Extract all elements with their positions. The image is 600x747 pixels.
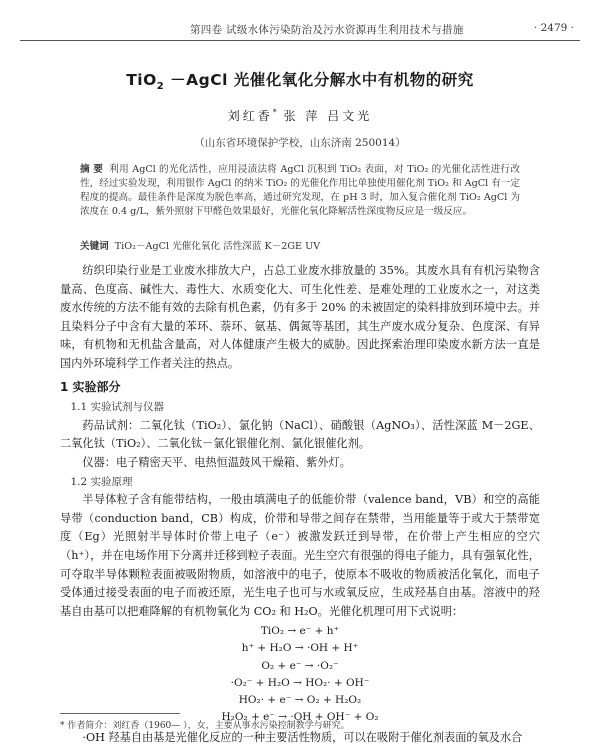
equation-1: TiO₂ → e⁻ + h⁺	[60, 623, 540, 640]
author-others: 张 萍 吕文光	[284, 109, 373, 123]
running-header	[20, 22, 580, 38]
equation-3: O₂ + e⁻ → ·O₂⁻	[60, 658, 540, 675]
section-heading: 1 实验部分	[60, 378, 540, 397]
page-number: · 2479 ·	[534, 22, 574, 34]
body-text	[60, 262, 540, 747]
equation-2: h⁺ + H₂O → ·OH + H⁺	[60, 640, 540, 657]
keywords	[80, 240, 520, 254]
keywords-label: 关键词	[80, 241, 109, 252]
footnote: * 作者简介：刘红香（1960— ），女，主要从事水污染控制教学与研究。	[60, 718, 540, 731]
header-rule	[20, 40, 580, 41]
equation-5: HO₂· + e⁻ → O₂ + H₂O₂	[60, 692, 540, 709]
abstract	[80, 163, 520, 219]
title-subscript: 2	[157, 81, 164, 92]
closing-paragraph: ·OH 羟基自由基是光催化反应的一种主要活性物质，可以在吸附于催化剂表面的氧及水合	[60, 729, 540, 747]
author-first: 刘红香	[228, 109, 273, 123]
paper-title	[0, 68, 600, 92]
title-prefix: TiO	[126, 71, 157, 89]
equation-6: H₂O₂ + e⁻ → ·OH + OH⁻ + O₂	[60, 709, 540, 726]
reagents-paragraph: 药品试剂：二氧化钛（TiO₂）、氯化钠（NaCl）、硝酸银（AgNO₃）、活性深蓝 M－2GE、二氧化钛（TiO₂）、二氧化钛－氯化银催化剂、氯化银催化剂。	[60, 417, 540, 454]
footnote-rule	[60, 713, 180, 714]
equation-block	[60, 623, 540, 726]
subsection-heading-principle: 1.2 实验原理	[60, 473, 540, 492]
equation-4: ·O₂⁻ + H₂O → HO₂· + OH⁻	[60, 675, 540, 692]
author-mark: *	[273, 108, 277, 117]
abstract-label: 摘 要	[80, 164, 103, 175]
keywords-text: TiO₂－AgCl 光催化氧化 活性深蓝 K－2GE UV	[115, 241, 320, 252]
intro-paragraph: 纺织印染行业是工业废水排放大户，占总工业废水排放量的 35%。其废水具有有机污染物含量高、色度高、碱性大、毒性大、水质变化大、可生化性差、是难处理的工业废水之一，对这类废水传统的方法不能有效的去除有机色素，仍有多于 20% 的未被固定的染料排放到环境中去。并且染料分子中含有大量的苯环、萘环、氨基、偶氮等基团，其生产废水成分复杂、色度深、有异味，有机物和无机盐含量高，对人体健康产生极大的威胁。因此探索治理印染废水新方法一直是国内外环境科学工作者关注的热点。	[60, 262, 540, 374]
principle-paragraph: 半导体粒子含有能带结构，一般由填满电子的低能价带（valence band，VB）和空的高能导带（conduction band，CB）构成，价带和导带之间存在禁带，当用能量等于或大于禁带宽度（Eg）光照射半导体时价带上电子（e⁻）被激发跃迁到导带，在价带上产生相应的空穴（h⁺），并在电场作用下分离并迁移到粒子表面。光生空穴有很强的得电子能力，具有强氧化性，可夺取半导体颗粒表面被吸附物质，如溶液中的电子，使原本不吸收的物质被活化氧化，而电子受体通过接受表面的电子而被还原，光生电子也可与水或氧反应，生成羟基自由基。溶液中的羟基自由基可以把难降解的有机物氧化为 CO₂ 和 H₂O。光催化机理可用下式说明：	[60, 491, 540, 621]
title-rest: －AgCl 光催化氧化分解水中有机物的研究	[164, 71, 474, 89]
abstract-text: 利用 AgCl 的光化活性，应用浸渍法将 AgCl 沉积到 TiO₂ 表面，对 TiO₂ 的光催化活性进行改性，经过实验发现，利用银作 AgCl 的纳米 TiO₂ 的光催化作用比单独使用催化剂 TiO₂ 和 AgCl 有一定程度的提高。最佳条件是深度为脱色率高，通过研究发现，在 pH 3 时，加入复合催化剂 TiO₂ AgCl 为浓度在 0.4 g/L，紫外照射下甲醛色效果最好，光催化氧化降解活性深度物反应是一级反应。	[80, 164, 520, 217]
subsection-heading-reagents: 1.1 实验试剂与仪器	[60, 398, 540, 417]
author-list	[0, 107, 600, 124]
running-title: 第四卷 试级水体污染防治及污水资源再生利用技术与措施	[190, 22, 464, 37]
affiliation: （山东省环境保护学校，山东济南 250014）	[0, 135, 600, 150]
instruments-paragraph: 仪器：电子精密天平、电热恒温鼓风干燥箱、紫外灯。	[60, 454, 540, 473]
